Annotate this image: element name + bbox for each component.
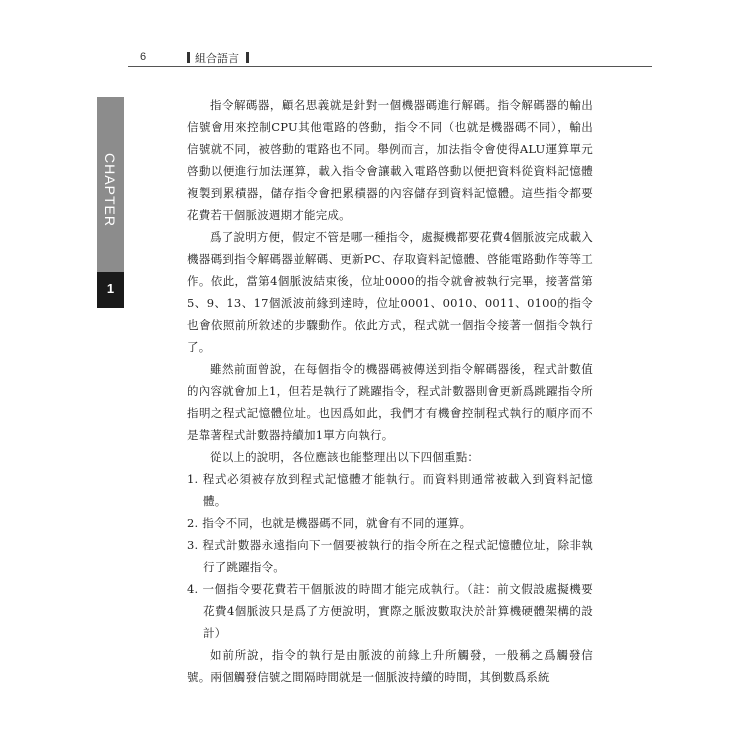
chapter-number-tab (97, 272, 124, 308)
paragraph-4: 從以上的說明，各位應該也能整理出以下四個重點： (210, 450, 480, 464)
paragraph-5: 如前所說，指令的執行是由脈波的前緣上升所觸發，一般稱之爲觸發信號。兩個觸發信號之間隔時間就是一個脈波持續的時間，其倒數爲系統 (187, 648, 593, 684)
paragraph-3: 雖然前面曾說，在每個指令的機器碼被傳送到指令解碼器後，程式計數值的內容就會加上1，但若是執行了跳躍指令，程式計數器則會更新爲跳躍指令所指明之程式記憶體位址。也因爲如此，我們才有機會控制程式執行的順序而不是靠著程式計數器持續加1單方向執行。 (187, 362, 593, 442)
list-item-4: 4. 一個指令要花費若干個脈波的時間才能完成執行。（註：前文假設處擬機要花費4個脈波只是爲了方便說明，實際之脈波數取決於計算機硬體架構的設計） (187, 582, 593, 640)
list-item-1: 1. 程式必須被存放到程式記憶體才能執行。而資料則通常被載入到資料記憶體。 (187, 472, 593, 508)
header-bar-left (187, 52, 190, 63)
body-text (187, 94, 593, 688)
page-number: 6 (140, 51, 147, 63)
paragraph-2: 爲了說明方便，假定不管是哪一種指令，處擬機都要花費4個脈波完成載入機器碼到指令解碼器並解碼、更新PC、存取資料記憶體、啓能電路動作等等工作。依此，當第4個脈波結束後，位址0000的指令就會被執行完畢，接著當第5、9、13、17個派波前緣到達時，位址0001、0010、0011、0100的指令也會依照前所敘述的步驟動作。依此方式，程式就一個指令接著一個指令執行了。 (187, 230, 593, 354)
chapter-label: CHAPTER (102, 153, 118, 227)
header-rule (128, 66, 652, 67)
list-item-3: 3. 程式計數器永遠指向下一個要被執行的指令所在之程式記憶體位址，除非執行了跳躍指令。 (187, 538, 593, 574)
chapter-title: 組合語言 (195, 52, 239, 65)
paragraph-1: 指令解碼器，顧名思義就是針對一個機器碼進行解碼。指令解碼器的輸出信號會用來控制CPU其他電路的啓動，指令不同（也就是機器碼不同），輸出信號就不同，被啓動的電路也不同。舉例而言，加法指令會使得ALU運算單元啓動以便進行加法運算，載入指令會讓載入電路啓動以便把資料從資料記憶體複製到累積器，儲存指令會把累積器的內容儲存到資料記憶體。這些指令都要花費若干個脈波週期才能完成。 (187, 98, 593, 222)
header-bar-right (246, 52, 249, 63)
page-header (128, 50, 652, 67)
chapter-number: 1 (106, 281, 115, 296)
list-item-2: 2. 指令不同，也就是機器碼不同，就會有不同的運算。 (187, 516, 472, 530)
